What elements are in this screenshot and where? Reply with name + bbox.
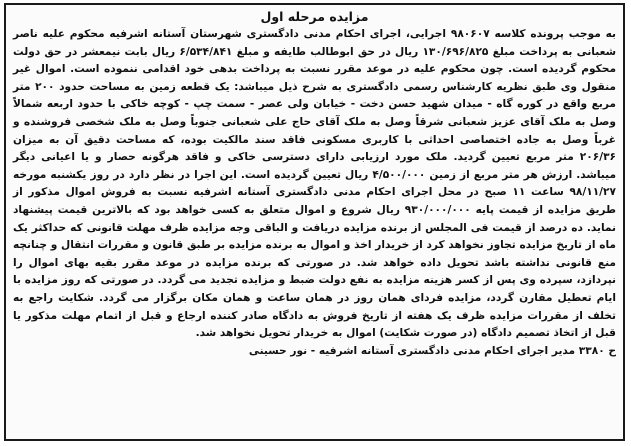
notice-body: به موجب پرونده کلاسه ۹۸۰۶۰۷ اجرایی، اجرای احکام مدنی دادگستری شهرستان آستانه اشرفیه محکوم علیه ناصر شعبانی به پرداخت مبلغ ۱۳۰/۶۹۶/۸۲۵ ریال در حق ابوطالب طایفه و مبلغ ۶/۵۳۴/۸۴۱ ریال بابت نیمعشر در حق دولت محکوم گردیده است. چون محکوم علیه در موعد مقرر نسبت به پرداخت بدهی خود اقدامی ننموده است. اموال غیر منقول وی طبق نظریه کارشناس رسمی دادگستری به شرح ذیل میباشد: یک قطعه زمین به مساحت حدود ۲۰۰ متر مربع واقع در کوره گاه - میدان شهید حسن دخت - خیابان ولی عصر - سمت چپ - کوچه خاکی با حدود اربعه شمالاً وصل به ملک آقای عزیز شعبانی شرقاً وصل به ملک آقای حاج علی شعبانی جنوباً وصل به ملک شخصی فروشنده و غرباً وصل به جاده اختصاصی احداثی با کاربری مسکونی فاقد سند مالکیت بوده، که مساحت دقیق آن به میزان ۲۰۶/۳۶ متر مربع تعیین گردید. ملک مورد ارزیابی دارای دسترسی خاکی و فاقد هرگونه حصار و یا اعیانی دیگر میباشد. ارزش هر متر مربع از زمین ۴/۵۰۰/۰۰۰ ریال تعیین گردیده است. این اجرا در نظر دارد در روز یکشنبه مورخه ۹۸/۱۱/۲۷ ساعت ۱۱ صبح در محل اجرای احکام مدنی دادگستری آستانه اشرفیه نسبت به فروش اموال مذکور از طریق مزایده از قیمت پایه ۹۳۰/۰۰۰/۰۰۰ ریال شروع و اموال متعلق به کسی خواهد بود که بالاترین قیمت پیشنهاد نماید. ده درصد از قیمت فی المجلس از برنده مزایده دریافت و الباقی وجه مزایده ظرف مهلت قانونی که حداکثر یک ماه از تاریخ مزایده تجاوز نخواهد کرد از خریدار اخذ و اموال به برنده مزایده بر طبق قانون و مقررات انتقال و چنانچه منع قانونی نداشته باشد تحویل داده خواهد شد. در صورتی که برنده مزایده در موعد مقرر بقیه بهای اموال را نپردازد، سپرده وی پس از کسر هزینه مزایده به نفع دولت ضبط و مزایده تجدید می گردد. در صورتی که روز مزایده با ایام تعطیل مقارن گردد، مزایده فردای همان روز در همان ساعت و همان مکان برگزار می گردد. شکایت راجع به تخلف از مقررات مزایده ظرف یک هفته از تاریخ فروش به دادگاه صادر کننده ارجاع و قبل از اتمام مهلت مذکور یا قبل از اتخاذ تصمیم دادگاه (در صورت شکایت) اموال به خریدار تحویل نخواهد شد. [13, 28, 617, 340]
auction-notice [4, 3, 625, 441]
notice-title: مزایده مرحله اول [260, 9, 369, 24]
notice-signature: ح ۳۳۸۰ مدیر اجرای احکام مدنی دادگستری آستانه اشرفیه - نور حسینی [248, 344, 616, 357]
